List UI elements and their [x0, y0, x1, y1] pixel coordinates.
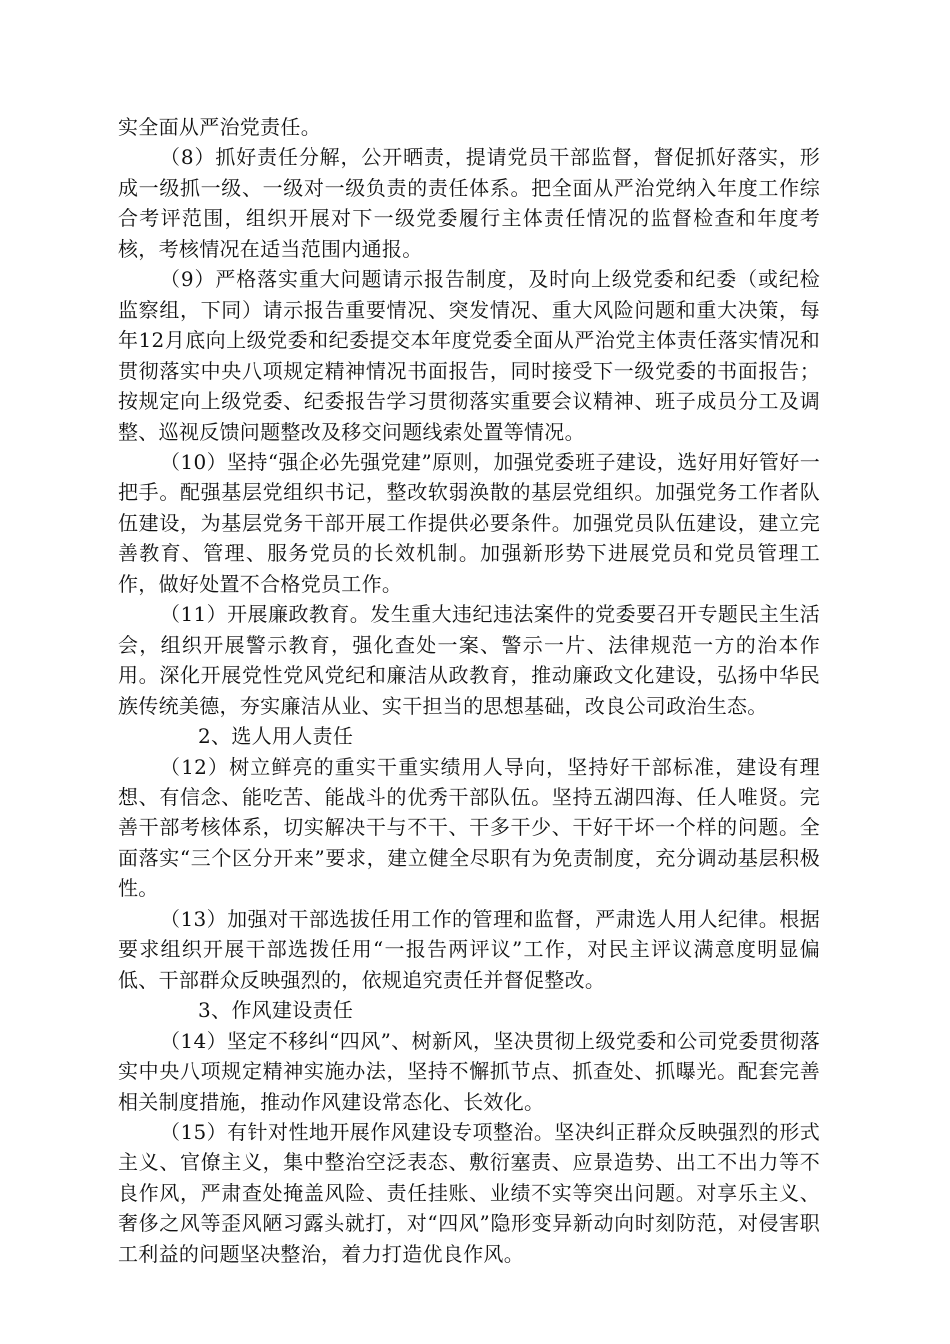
- paragraph-item-14: （14）坚定不移纠“四风”、树新风，坚决贯彻上级党委和公司党委贯彻落实中央八项规定精神实施办法，坚持不懈抓节点、抓查处、抓曝光。配套完善相关制度措施，推动作风建设常态化、长效化。: [118, 1028, 820, 1114]
- document-body: [118, 112, 820, 1269]
- paragraph-item-10: （10）坚持“强企必先强党建”原则，加强党委班子建设，选好用好管好一把手。配强基层党组织书记，整改软弱涣散的基层党组织。加强党务工作者队伍建设，为基层党务干部开展工作提供必要条件。加强党员队伍建设，建立完善教育、管理、服务党员的长效机制。加强新形势下进展党员和党员管理工作，做好处置不合格党员工作。: [118, 449, 820, 596]
- paragraph-item-12: （12）树立鲜亮的重实干重实绩用人导向，坚持好干部标准，建设有理想、有信念、能吃苦、能战斗的优秀干部队伍。坚持五湖四海、任人唯贤。完善干部考核体系，切实解决干与不干、干多干少、干好干坏一个样的问题。全面落实“三个区分开来”要求，建立健全尽职有为免责制度，充分调动基层积极性。: [118, 754, 820, 901]
- paragraph-item-11: （11）开展廉政教育。发生重大违纪违法案件的党委要召开专题民主生活会，组织开展警示教育，强化查处一案、警示一片、法律规范一方的治本作用。深化开展党性党风党纪和廉洁从政教育，推动廉政文化建设，弘扬中华民族传统美德，夯实廉洁从业、实干担当的思想基础，改良公司政治生态。: [118, 602, 820, 718]
- paragraph-item-9: （9）严格落实重大问题请示报告制度，及时向上级党委和纪委（或纪检监察组，下同）请示报告重要情况、突发情况、重大风险问题和重大决策，每年12月底向上级党委和纪委提交本年度党委全面从严治党主体责任落实情况和贯彻落实中央八项规定精神情况书面报告，同时接受下一级党委的书面报告；按规定向上级党委、纪委报告学习贯彻落实重要会议精神、班子成员分工及调整、巡视反馈问题整改及移交问题线索处置等情况。: [118, 267, 820, 444]
- paragraph-item-13: （13）加强对干部选拔任用工作的管理和监督，严肃选人用人纪律。根据要求组织开展干部选拨任用“一报告两评议”工作，对民主评议满意度明显偏低、干部群众反映强烈的，依规追究责任并督促整改。: [118, 906, 820, 992]
- paragraph-continuation: 实全面从严治党责任。: [118, 115, 321, 139]
- paragraph-item-8: （8）抓好责任分解，公开晒责，提请党员干部监督，督促抓好落实，形成一级抓一级、一级对一级负责的责任体系。把全面从严治党纳入年度工作综合考评范围，组织开展对下一级党委履行主体责任情况的监督检查和年度考核，考核情况在适当范围内通报。: [118, 145, 820, 261]
- paragraph-item-15: （15）有针对性地开展作风建设专项整治。坚决纠正群众反映强烈的形式主义、官僚主义，集中整治空泛表态、敷衍塞责、应景造势、出工不出力等不良作风，严肃查处掩盖风险、责任挂账、业绩不实等突出问题。对享乐主义、奢侈之风等歪风陋习露头就打，对“四风”隐形变异新动向时刻防范，对侵害职工利益的问题坚决整治，着力打造优良作风。: [118, 1119, 820, 1266]
- section-heading-3: 3、作风建设责任: [198, 998, 354, 1023]
- section-heading-2: 2、选人用人责任: [198, 724, 354, 749]
